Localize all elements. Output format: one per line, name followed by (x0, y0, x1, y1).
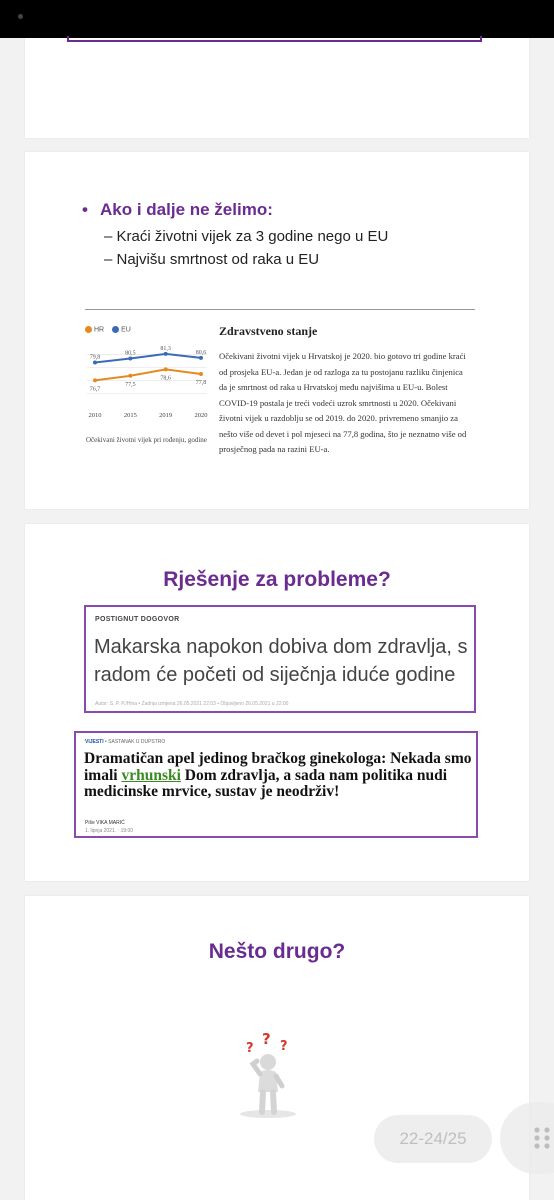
x-tick-label: 2010 (88, 412, 102, 419)
data-point-eu (93, 360, 97, 364)
slide-23[interactable] (25, 524, 529, 881)
data-point-hr (93, 378, 97, 382)
x-tick-label: 2020 (194, 412, 208, 419)
article-title: Zdravstveno stanje (219, 324, 318, 338)
data-point-hr (164, 367, 168, 371)
slide-title: Nešto drugo? (208, 940, 346, 963)
data-label-eu: 79,8 (89, 354, 101, 361)
data-point-eu (164, 352, 168, 356)
clipping-date: 1. lipnja 2021. · 19:00 (85, 828, 134, 834)
legend-item-hr: HR (85, 326, 104, 333)
data-point-hr (199, 372, 203, 376)
svg-text:?: ? (246, 1041, 254, 1056)
clipping-headline: Dramatičan apel jedinog bračkog ginekologa: Nekada smo imali vrhunski Dom zdravlja, a sada nam politika nudi medicinske mrvice, sustav je neodrživ! (84, 750, 472, 800)
page-indicator[interactable]: 22-24/25 (374, 1115, 492, 1163)
data-point-eu (128, 356, 132, 360)
news-clipping-brac (74, 731, 478, 838)
grid-icon (533, 1126, 553, 1150)
slide-frame-remnant (67, 36, 482, 42)
thinking-person-icon (220, 1028, 324, 1120)
clipping-headline: Makarska napokon dobiva dom zdravlja, s radom će početi od siječnja iduće godine (94, 636, 468, 686)
data-point-hr (128, 374, 132, 378)
slide-22[interactable] (25, 152, 529, 509)
data-point-eu (199, 356, 203, 360)
clipping-author: Piše VIKA MARIĆ (85, 820, 125, 826)
slide-title: Rješenje za probleme? (163, 568, 391, 591)
series-line-eu (95, 354, 201, 363)
legend-swatch-eu (112, 326, 119, 333)
clipping-category: VIJESTI • SASTANAK U DUPSTRO (85, 739, 166, 745)
clipping-tag: POSTIGNUT DOGOVOR (95, 616, 180, 623)
news-clipping-makarska (84, 605, 476, 713)
life-expectancy-chart (83, 338, 209, 432)
sub-bullet-2: – Najvišu smrtnost od raka u EU (104, 251, 320, 268)
bullet-heading: • Ako i dalje ne želimo: (82, 200, 273, 219)
divider (85, 309, 475, 310)
chart-legend (85, 326, 131, 333)
data-label-hr: 77,5 (125, 381, 136, 388)
sub-bullet-1: – Kraći životni vijek za 3 godine nego u EU (104, 228, 389, 245)
series-line-hr (95, 369, 201, 380)
data-label-hr: 78,6 (160, 375, 171, 382)
svg-text:?: ? (280, 1039, 288, 1054)
data-label-hr: 76,7 (89, 386, 101, 393)
data-label-hr: 77,8 (195, 380, 207, 387)
chart-caption: Očekivani životni vijek pri rođenju, godine (86, 436, 207, 444)
data-label-eu: 80,5 (125, 350, 136, 357)
slide-21-bottom (25, 38, 529, 138)
x-tick-label: 2015 (123, 412, 137, 419)
article-body: Očekivani životni vijek u Hrvatskoj je 2020. bio gotovo tri godine kraći od prosjeka EU-a. Jedan je od razloga za tu postojanu razliku činjenica da je smrtnost od raka u Hrvatskoj među najvišima u EU-u. Bolest COVID-19 postala je treći vodeći uzrok smrtnosti u 2020. Očekivani životni vijek u razdoblju se od 2019. do 2020. privremeno smanjio za nešto više od devet i pol mjeseci na 77,8 godina, što je neznatno više od prosječnog pada na razini EU-a. (219, 351, 467, 454)
svg-text:?: ? (262, 1030, 271, 1048)
clipping-meta: Autor: S. P. P./Hina • Zadnja izmjena 26.05.2021 22:03 • Objavljeno 26.05.2021 u 22:00 (95, 701, 289, 707)
status-bar (0, 0, 554, 38)
x-tick-label: 2019 (159, 412, 173, 419)
legend-item-eu: EU (112, 326, 131, 333)
camera-dot (18, 14, 23, 19)
data-label-eu: 81,3 (160, 345, 171, 352)
data-label-eu: 80,6 (195, 349, 207, 356)
headline-link[interactable]: vrhunski (121, 766, 181, 784)
bullet-dot-icon: • (82, 200, 88, 219)
legend-swatch-hr (85, 326, 92, 333)
